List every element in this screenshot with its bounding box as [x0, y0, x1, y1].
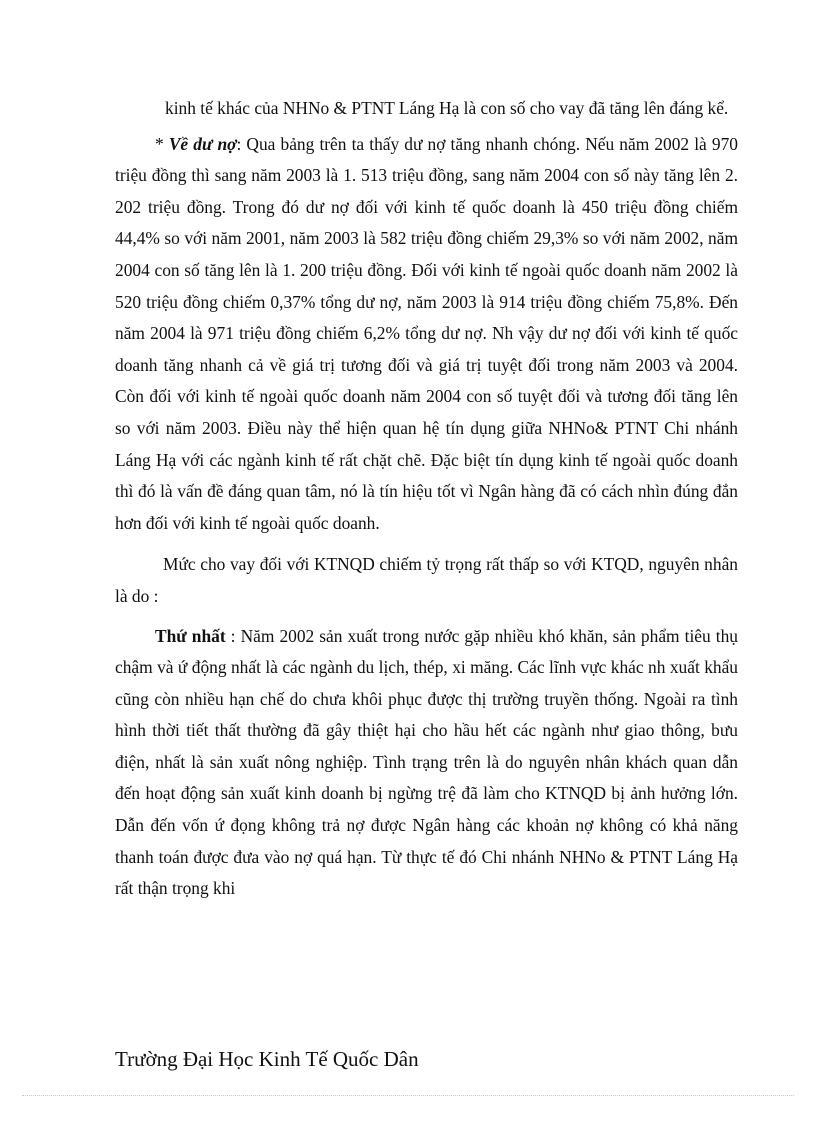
- paragraph-text: kinh tế khác của NHNo & PTNT Láng Hạ là con số cho vay đã tăng lên đáng kể.: [165, 98, 729, 118]
- paragraph-text: Mức cho vay đối với KTNQD chiếm tỷ trọng rất thấp so với KTQD, nguyên nhân là do :: [115, 554, 738, 606]
- paragraph-text: : Qua bảng trên ta thấy dư nợ tăng nhanh chóng. Nếu năm 2002 là 970 triệu đồng thì sang năm 2003 là 1. 513 triệu đồng, sang năm 2004 con số này tăng lên 2. 202 triệu đồng. Trong đó dư nợ đối với kinh tế quốc doanh là 450 triệu đồng chiếm 44,4% so với năm 2001, năm 2003 là 582 triệu đồng chiếm 29,3% so với năm 2002, năm 2004 con số tăng lên là 1. 200 triệu đồng. Đối với kinh tế ngoài quốc doanh năm 2002 là 520 triệu đồng chiếm 0,37% tổng dư nợ, năm 2003 là 914 triệu đồng chiếm 75,8%. Đến năm 2004 là 971 triệu đồng chiếm 6,2% tổng dư nợ. Nh vậy dư nợ đối với kinh tế quốc doanh tăng nhanh cả về giá trị tương đối và giá trị tuyệt đối trong năm 2003 và 2004. Còn đối với kinh tế ngoài quốc doanh năm 2004 con số tuyệt đối và tương đối tăng lên so với năm 2003. Điều này thể hiện quan hệ tín dụng giữa NHNo& PTNT Chi nhánh Láng Hạ với các ngành kinh tế rất chặt chẽ. Đặc biệt tín dụng kinh tế ngoài quốc doanh thì đó là vấn đề đáng quan tâm, nó là tín hiệu tốt vì Ngân hàng đã có cách nhìn đúng đắn hơn đối với kinh tế ngoài quốc doanh.: [115, 133, 738, 533]
- bullet-marker: *: [155, 133, 169, 154]
- page-footer: Trường Đại Học Kinh Tế Quốc Dân: [115, 1047, 419, 1071]
- paragraph-text: : Năm 2002 sản xuất trong nước gặp nhiều khó khăn, sản phẩm tiêu thụ chậm và ứ động nhất là các ngành du lịch, thép, xi măng. Các lĩnh vực khác nh xuất khẩu cũng còn nhiều hạn chế do chưa khôi phục được thị trường truyền thống. Ngoài ra tình hình thời tiết thất thường đã gây thiệt hại cho hầu hết các ngành như giao thông, bưu điện, nhất là sản xuất nông nghiệp. Tình trạng trên là do nguyên nhân khách quan dẫn đến hoạt động sản xuất kinh doanh bị ngừng trệ đã làm cho KTNQD bị ảnh hưởng lớn. Dẫn đến vốn ứ đọng không trả nợ được Ngân hàng các khoản nợ không có khả năng thanh toán được đưa vào nợ quá hạn. Từ thực tế đó Chi nhánh NHNo & PTNT Láng Hạ rất thận trọng khi: [115, 625, 738, 899]
- document-body: [115, 93, 738, 905]
- paragraph-intro: [115, 93, 738, 125]
- paragraph-muc-cho-vay: [115, 549, 738, 612]
- footer-divider: [22, 1095, 794, 1096]
- paragraph-du-no: [115, 129, 738, 540]
- section-lead-ve-du-no: Về dư nợ: [168, 133, 237, 154]
- section-lead-thu-nhat: Thứ nhất: [155, 625, 226, 646]
- paragraph-thu-nhat: [115, 621, 738, 905]
